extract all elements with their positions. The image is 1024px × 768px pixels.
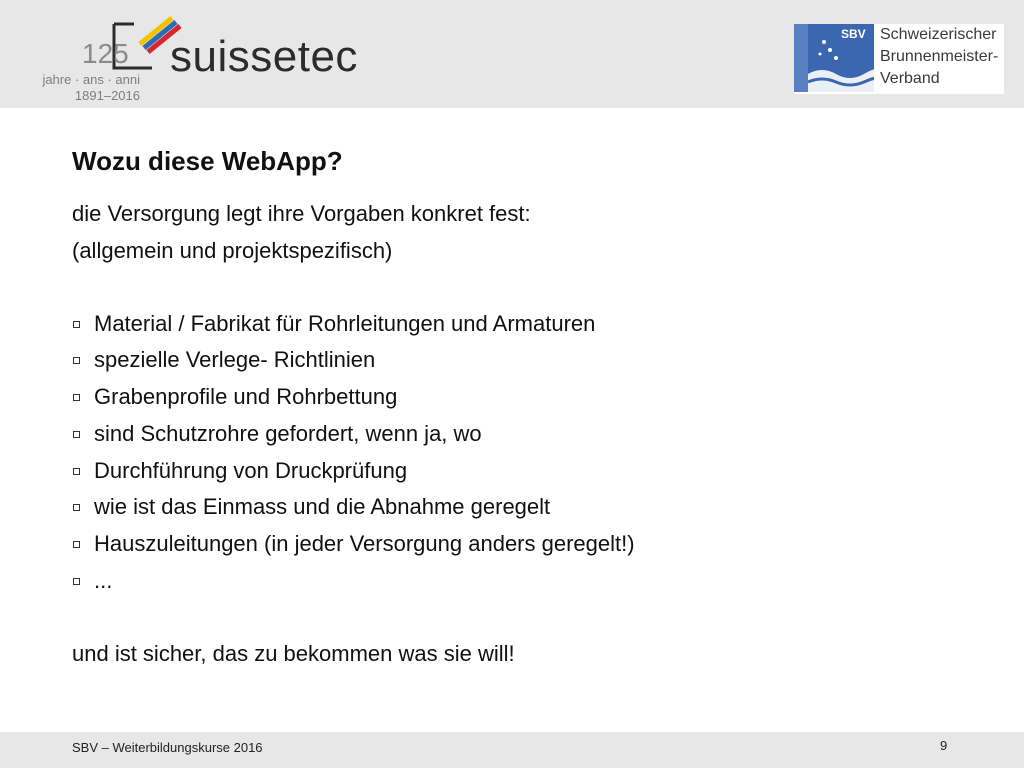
list-item-text: ... — [94, 568, 113, 594]
list-item — [72, 489, 972, 526]
list-item-text: sind Schutzrohre gefordert, wenn ja, wo — [94, 420, 482, 446]
square-bullet-icon — [73, 504, 80, 511]
square-bullet-icon — [73, 431, 80, 438]
footer-band — [0, 732, 1024, 768]
sbv-logo — [794, 24, 1004, 94]
org-line-1: Schweizerischer — [880, 26, 997, 43]
page-number: 9 — [940, 738, 948, 753]
square-bullet-icon — [73, 578, 80, 585]
square-bullet-icon — [73, 357, 80, 364]
sbv-org-name — [880, 24, 998, 90]
spacer — [72, 269, 972, 306]
square-bullet-icon — [73, 321, 80, 328]
org-line-2: Brunnenmeister- — [880, 48, 999, 65]
list-item-text: spezielle Verlege- Richtlinien — [94, 347, 376, 373]
org-line-3: Verband — [880, 70, 940, 87]
intro-line-1: die Versorgung legt ihre Vorgaben konkret fest: — [72, 201, 531, 226]
list-item — [72, 379, 972, 416]
list-item — [72, 306, 972, 343]
square-bullet-icon — [73, 468, 80, 475]
list-item-text: Hauszuleitungen (in jeder Versorgung anders geregelt!) — [94, 531, 635, 557]
jubilee-tagline — [40, 72, 140, 104]
jubilee-number: 125 — [82, 38, 129, 69]
slide-title: Wozu diese WebApp? — [72, 146, 343, 176]
square-bullet-icon — [73, 541, 80, 548]
square-bullet-icon — [73, 394, 80, 401]
list-item — [72, 416, 972, 453]
list-item-text: Grabenprofile und Rohrbettung — [94, 384, 398, 410]
list-item — [72, 453, 972, 490]
footer-label: SBV – Weiterbildungskurse 2016 — [72, 740, 263, 755]
list-item — [72, 342, 972, 379]
bullet-list — [72, 306, 972, 600]
list-item — [72, 563, 972, 600]
list-item — [72, 526, 972, 563]
spacer — [72, 600, 972, 637]
closing-line: und ist sicher, das zu bekommen was sie will! — [72, 641, 515, 667]
suissetec-wordmark: suissetec — [170, 32, 358, 81]
list-item-text: Material / Fabrikat für Rohrleitungen und Armaturen — [94, 310, 596, 336]
slide-content — [72, 196, 972, 673]
tagline-line-1: jahre · ans · anni — [42, 72, 140, 87]
sbv-emblem-text: SBV — [841, 27, 866, 41]
tagline-line-2: 1891–2016 — [74, 88, 140, 103]
suissetec-logo — [40, 14, 358, 106]
list-item-text: Durchführung von Druckprüfung — [94, 457, 408, 483]
intro-line-2: (allgemein und projektspezifisch) — [72, 237, 393, 263]
header-band — [0, 0, 1024, 108]
list-item-text: wie ist das Einmass und die Abnahme geregelt — [94, 494, 551, 520]
